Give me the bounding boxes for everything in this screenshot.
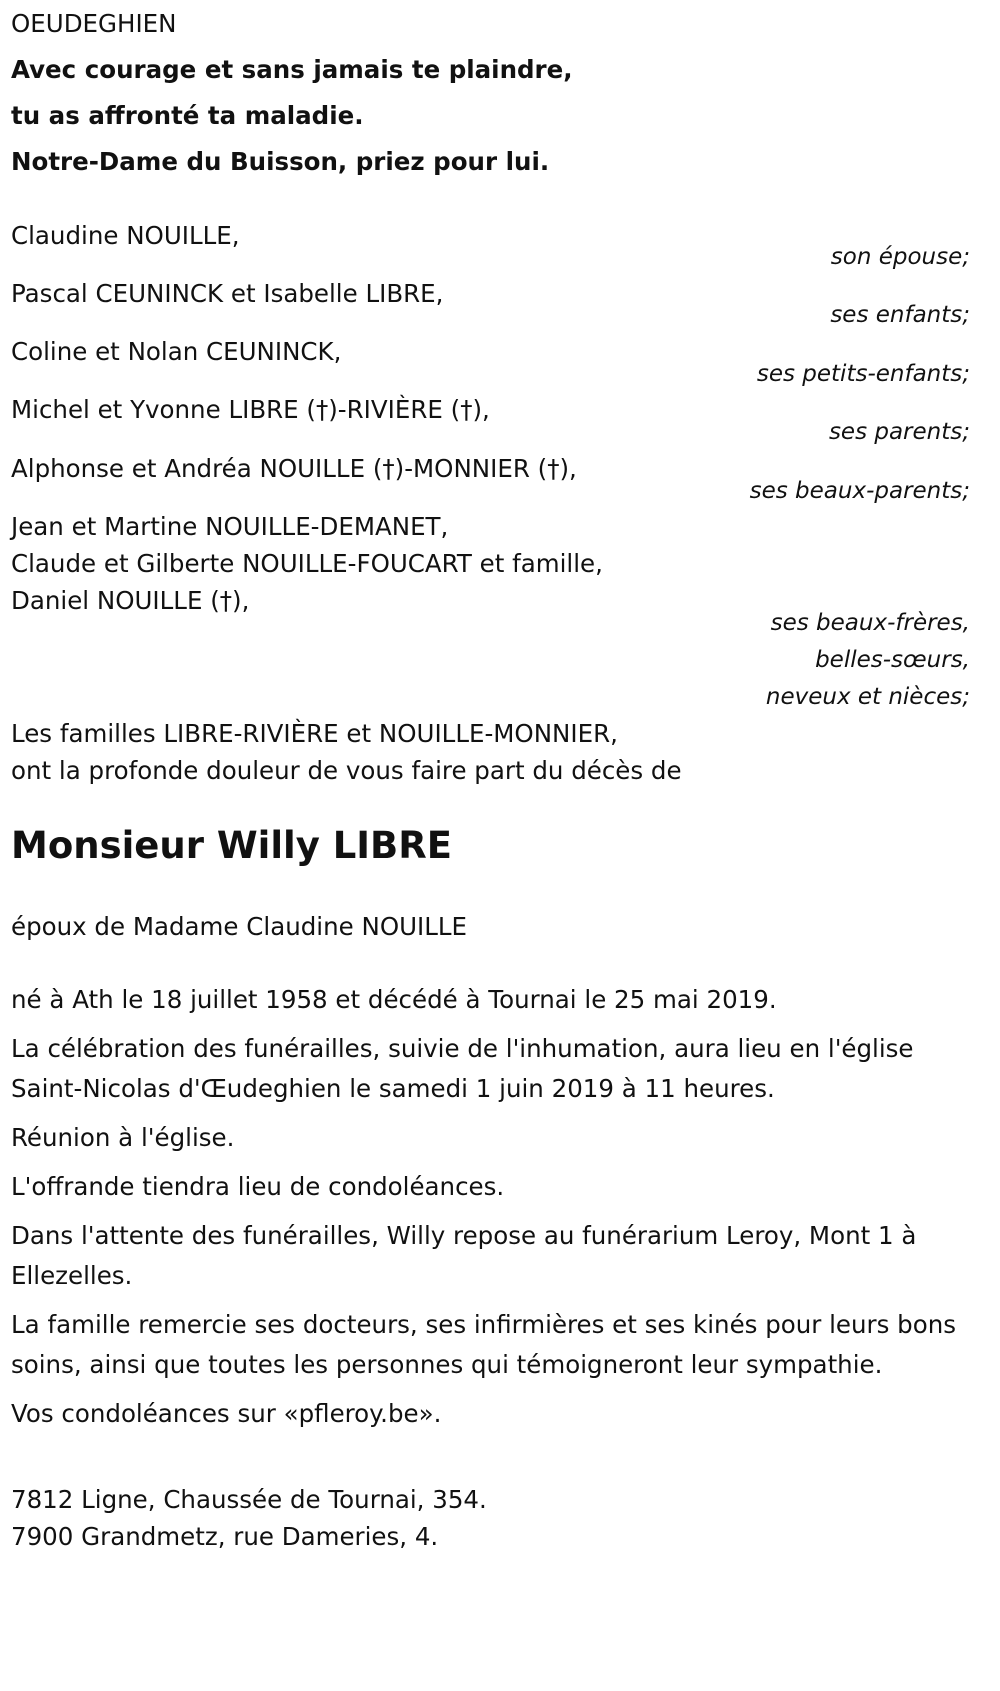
family-relation-spouse: son épouse; [830,244,970,270]
announcement-line-1: Les familles LIBRE-RIVIÈRE et NOUILLE-MONNIER, [11,719,618,748]
address-1: 7812 Ligne, Chaussée de Tournai, 354. [11,1485,487,1514]
family-names-in-laws-2: Claude et Gilberte NOUILLE-FOUCART et famille, [11,549,603,578]
quote-line-2: tu as affronté ta maladie. [11,101,364,130]
address-2: 7900 Grandmetz, rue Dameries, 4. [11,1522,439,1551]
offering-note: L'offrande tiendra lieu de condoléances. [11,1172,505,1201]
family-names-in-laws-3: Daniel NOUILLE (†), [11,586,250,615]
family-relation-in-laws-3: neveux et nièces; [765,684,970,710]
family-names-in-laws-1: Jean et Martine NOUILLE-DEMANET, [11,512,449,541]
family-names-children: Pascal CEUNINCK et Isabelle LIBRE, [11,279,444,308]
details-block [11,980,970,1443]
meeting-place: Réunion à l'église. [11,1123,235,1152]
deceased-spouse: époux de Madame Claudine NOUILLE [11,912,468,941]
family-names-grandchildren: Coline et Nolan CEUNINCK, [11,337,342,366]
family-relation-in-laws-2: belles-sœurs, [815,647,970,673]
deceased-name: Monsieur Willy LIBRE [11,824,453,867]
family-names-parents-in-law: Alphonse et Andréa NOUILLE (†)-MONNIER (†), [11,454,577,483]
thanks-note: La famille remercie ses docteurs, ses infirmières et ses kinés pour leurs bons soins, ainsi que toutes les personnes qui témoigneront leur sympathie. [11,1310,956,1379]
funeral-home: Dans l'attente des funérailles, Willy repose au funérarium Leroy, Mont 1 à Ellezelles. [11,1221,917,1290]
place-name: OEUDEGHIEN [11,9,177,38]
family-relation-parents-in-law: ses beaux-parents; [749,478,970,504]
funeral-ceremony: La célébration des funérailles, suivie de l'inhumation, aura lieu en l'église Saint-Nicolas d'Œudeghien le samedi 1 juin 2019 à 11 heures. [11,1034,914,1103]
family-relation-grandchildren: ses petits-enfants; [756,361,970,387]
birth-death-dates: né à Ath le 18 juillet 1958 et décédé à Tournai le 25 mai 2019. [11,985,777,1014]
announcement-line-2: ont la profonde douleur de vous faire part du décès de [11,756,682,785]
family-relation-in-laws-1: ses beaux-frères, [770,610,970,636]
family-relation-parents: ses parents; [828,419,970,445]
family-relation-children: ses enfants; [830,302,970,328]
family-names-parents: Michel et Yvonne LIBRE (†)-RIVIÈRE (†), [11,395,490,424]
quote-line-3: Notre-Dame du Buisson, priez pour lui. [11,147,550,176]
condolences-website: Vos condoléances sur «pfleroy.be». [11,1399,442,1428]
quote-line-1: Avec courage et sans jamais te plaindre, [11,55,573,84]
family-names-spouse: Claudine NOUILLE, [11,221,240,250]
